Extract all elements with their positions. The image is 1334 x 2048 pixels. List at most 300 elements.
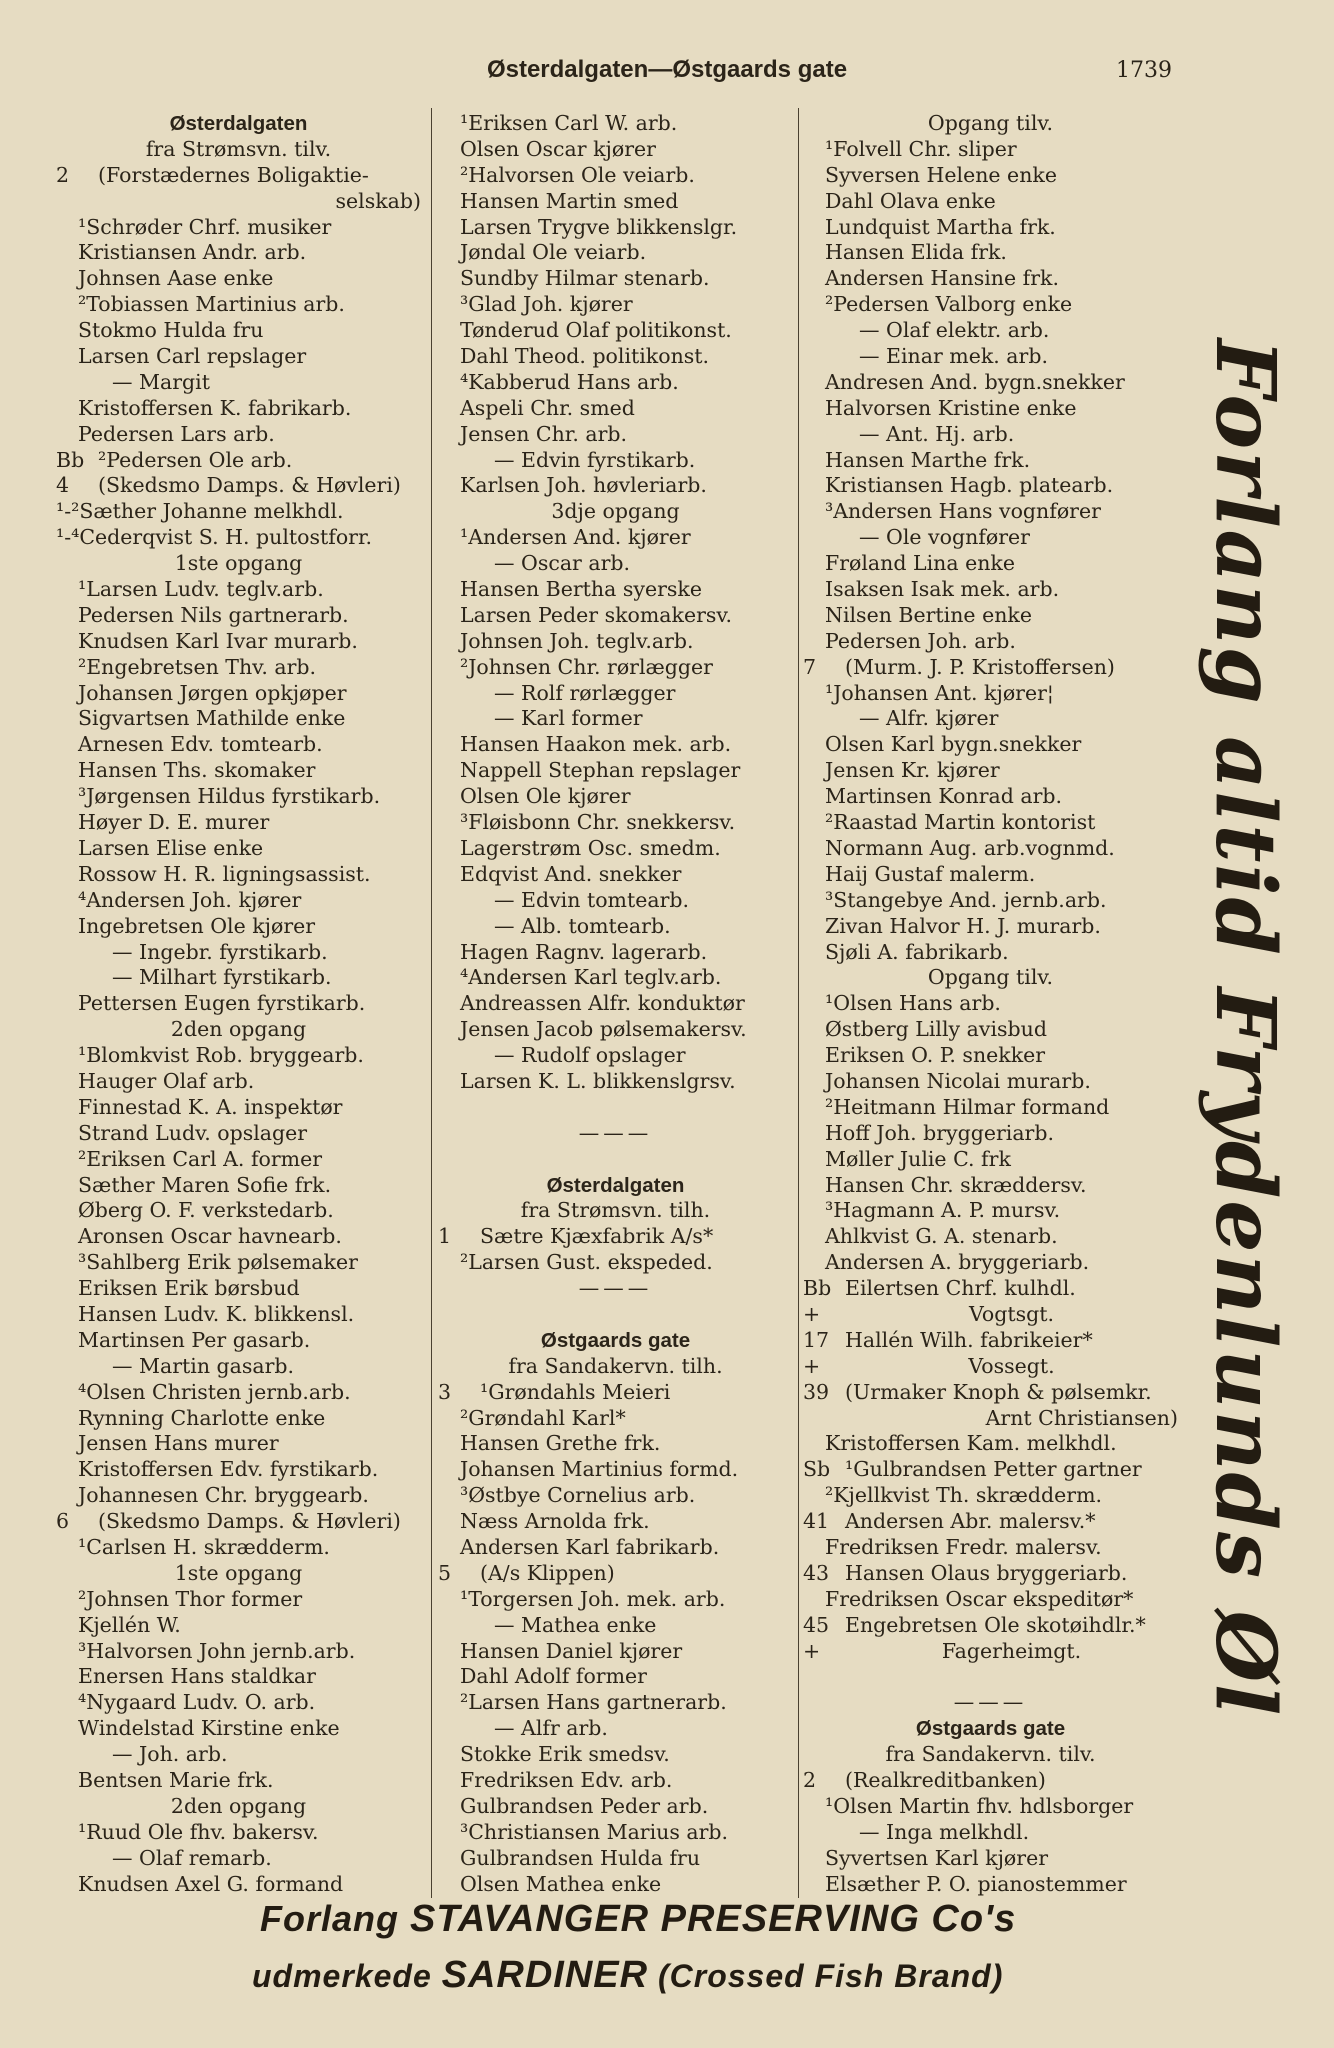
entry-text: Andersen Hansine frk. bbox=[825, 266, 1059, 291]
entry-text: ¹Torgersen Joh. mek. arb. bbox=[460, 1586, 726, 1611]
directory-entry bbox=[56, 292, 421, 318]
directory-entry bbox=[803, 1173, 1178, 1199]
entry-text: (Urmaker Knoph & pølsemkr. bbox=[845, 1379, 1152, 1404]
entry-text: ³Glad Joh. kjører bbox=[460, 292, 633, 317]
directory-entry bbox=[438, 577, 793, 603]
directory-entry bbox=[803, 758, 1178, 784]
directory-entry bbox=[803, 1250, 1178, 1276]
directory-entry bbox=[803, 1276, 1178, 1302]
entry-text: Johansen Jørgen opkjøper bbox=[78, 680, 347, 705]
entry-text: Sigvartsen Mathilde enke bbox=[78, 706, 346, 731]
entry-text: Eilertsen Chrf. kulhdl. bbox=[845, 1276, 1076, 1301]
entry-text: Rynning Charlotte enke bbox=[78, 1405, 326, 1430]
directory-entry bbox=[803, 1587, 1178, 1613]
directory-entry bbox=[56, 1535, 421, 1561]
house-number: 2 bbox=[56, 162, 70, 187]
directory-entry bbox=[803, 499, 1178, 525]
directory-entry bbox=[56, 525, 421, 551]
entry-text: (Murm. J. P. Kristoffersen) bbox=[845, 654, 1115, 679]
directory-entry bbox=[56, 1639, 421, 1665]
entry-text: Knudsen Karl Ivar murarb. bbox=[78, 628, 358, 653]
entry-text: Engebretsen Ole skotøihdlr.* bbox=[845, 1612, 1146, 1637]
directory-entry bbox=[438, 810, 793, 836]
directory-entry bbox=[803, 189, 1178, 215]
directory-entry bbox=[438, 1690, 793, 1716]
directory-entry bbox=[56, 914, 421, 940]
directory-entry bbox=[56, 965, 421, 991]
directory-entry bbox=[56, 758, 421, 784]
entry-text: — Alfr arb. bbox=[494, 1716, 608, 1741]
entry-text: Kristoffersen K. fabrikarb. bbox=[78, 395, 352, 420]
directory-entry bbox=[803, 655, 1178, 681]
directory-entry bbox=[56, 1872, 421, 1898]
entry-text: Gulbrandsen Hulda fru bbox=[460, 1845, 701, 1870]
entry-text: (A/s Klippen) bbox=[480, 1560, 615, 1585]
directory-entry bbox=[438, 655, 793, 681]
house-number: 41 bbox=[803, 1509, 830, 1534]
directory-entry bbox=[56, 163, 421, 189]
house-number: + bbox=[803, 1353, 821, 1378]
directory-entry bbox=[56, 784, 421, 810]
directory-entry bbox=[803, 1664, 1178, 1690]
entry-text: ¹Carlsen H. skrædderm. bbox=[78, 1534, 330, 1559]
directory-entry bbox=[438, 1328, 793, 1354]
directory-entry bbox=[56, 215, 421, 241]
entry-text: Fagerheimgt. bbox=[941, 1638, 1082, 1663]
entry-text: ²Larsen Gust. ekspeded. bbox=[460, 1250, 713, 1275]
entry-text: — Einar mek. arb. bbox=[859, 344, 1048, 369]
house-number: 2 bbox=[803, 1768, 817, 1792]
directory-entry bbox=[56, 1069, 421, 1095]
entry-text: Johnsen Aase enke bbox=[78, 266, 274, 291]
house-number: 7 bbox=[803, 654, 817, 679]
entry-text: Kristoffersen Kam. melkhdl. bbox=[825, 1431, 1117, 1456]
directory-entry bbox=[803, 1690, 1178, 1716]
entry-text: ——— bbox=[578, 1120, 653, 1145]
directory-entry bbox=[438, 732, 793, 758]
entry-text: ¹Olsen Hans arb. bbox=[825, 991, 1001, 1016]
entry-text: Sæther Maren Sofie frk. bbox=[78, 1172, 332, 1197]
entry-text: Strand Ludv. opslager bbox=[78, 1120, 308, 1145]
directory-entry bbox=[56, 629, 421, 655]
entry-text: Hansen Bertha syerske bbox=[460, 577, 702, 602]
entry-text: Kristiansen Hagb. platearb. bbox=[825, 473, 1114, 498]
directory-entry bbox=[56, 1095, 421, 1121]
directory-column-1 bbox=[56, 111, 421, 1897]
entry-text: Hauger Olaf arb. bbox=[78, 1068, 255, 1093]
house-number: Bb bbox=[56, 447, 85, 472]
directory-entry bbox=[56, 1613, 421, 1639]
street-heading: Østerdalgaten bbox=[169, 112, 308, 135]
entry-text: ¹-²Sæther Johanne melkhdl. bbox=[56, 499, 344, 524]
directory-entry bbox=[56, 1198, 421, 1224]
directory-entry bbox=[56, 1121, 421, 1147]
house-number: Sb bbox=[803, 1457, 831, 1482]
column-divider bbox=[798, 108, 799, 1898]
directory-entry bbox=[803, 681, 1178, 707]
entry-text: — Ant. Hj. arb. bbox=[859, 421, 1015, 446]
entry-text: Pedersen Joh. arb. bbox=[825, 628, 1016, 653]
entry-text: Jensen Jacob pølsemakersv. bbox=[460, 1017, 747, 1042]
directory-entry bbox=[56, 318, 421, 344]
entry-text: — Rudolf opslager bbox=[494, 1043, 686, 1068]
bottom-ad-line-2-product: SARDINER bbox=[441, 1954, 649, 1996]
entry-text: Hansen Ludv. K. blikkensl. bbox=[78, 1301, 355, 1326]
directory-entry bbox=[56, 1224, 421, 1250]
entry-text: Hansen Elida frk. bbox=[825, 240, 1007, 265]
entry-text: ²Raastad Martin kontorist bbox=[825, 810, 1096, 835]
directory-entry bbox=[438, 1017, 793, 1043]
entry-text: ³Jørgensen Hildus fyrstikarb. bbox=[78, 784, 381, 809]
entry-text: ²Engebretsen Thv. arb. bbox=[78, 654, 317, 679]
entry-text: Arnt Christiansen) bbox=[985, 1405, 1178, 1430]
entry-text: Elsæther P. O. pianostemmer bbox=[825, 1871, 1127, 1896]
directory-entry bbox=[56, 1483, 421, 1509]
entry-text: Hansen Chr. skræddersv. bbox=[825, 1172, 1087, 1197]
house-number: 5 bbox=[438, 1560, 452, 1585]
entry-text: ³Stangebye And. jernb.arb. bbox=[825, 887, 1107, 912]
directory-column-3 bbox=[803, 111, 1178, 1897]
directory-entry bbox=[56, 655, 421, 681]
directory-entry bbox=[803, 551, 1178, 577]
directory-entry bbox=[803, 1354, 1178, 1380]
entry-text: ¹Schrøder Chrf. musiker bbox=[78, 214, 332, 239]
entry-text: ³Fløisbonn Chr. snekkersv. bbox=[460, 810, 736, 835]
entry-text: Pettersen Eugen fyrstikarb. bbox=[78, 991, 366, 1016]
directory-entry bbox=[803, 1846, 1178, 1872]
directory-entry bbox=[438, 603, 793, 629]
entry-text: Fredriksen Fredr. malersv. bbox=[825, 1534, 1102, 1559]
entry-text: fra Strømsvn. tilv. bbox=[145, 136, 332, 161]
entry-text: Høyer D. E. murer bbox=[78, 810, 270, 835]
entry-text: fra Strømsvn. tilh. bbox=[520, 1198, 711, 1223]
entry-text: Gulbrandsen Peder arb. bbox=[460, 1793, 709, 1818]
directory-entry bbox=[56, 991, 421, 1017]
entry-text: Arnesen Edv. tomtearb. bbox=[78, 732, 323, 757]
entry-text: ¹Larsen Ludv. teglv.arb. bbox=[78, 577, 324, 602]
entry-text: — Alb. tomtearb. bbox=[494, 913, 671, 938]
entry-text: ³Halvorsen John jernb.arb. bbox=[78, 1638, 356, 1663]
entry-text: ⁴Kabberud Hans arb. bbox=[460, 369, 679, 394]
entry-text: fra Sandakervn. tilv. bbox=[885, 1742, 1096, 1767]
directory-entry bbox=[438, 914, 793, 940]
directory-entry bbox=[803, 732, 1178, 758]
entry-text: — Mathea enke bbox=[494, 1612, 657, 1637]
entry-text: — Olaf remarb. bbox=[112, 1845, 272, 1870]
directory-entry bbox=[438, 1198, 793, 1224]
entry-text: ¹Andersen And. kjører bbox=[460, 525, 691, 550]
directory-entry bbox=[56, 1173, 421, 1199]
house-number: 4 bbox=[56, 473, 70, 498]
entry-text: Kjellén W. bbox=[78, 1612, 181, 1637]
entry-text: Andersen A. bryggeriarb. bbox=[825, 1250, 1090, 1275]
street-heading: Østerdalgaten bbox=[546, 1173, 685, 1197]
entry-text: ⁴Olsen Christen jernb.arb. bbox=[78, 1379, 351, 1404]
directory-entry bbox=[438, 448, 793, 474]
directory-entry bbox=[803, 1431, 1178, 1457]
directory-entry bbox=[56, 1431, 421, 1457]
entry-text: (Skedsmo Damps. & Høvleri) bbox=[98, 1509, 401, 1534]
directory-entry bbox=[803, 525, 1178, 551]
entry-text: — Ole vognfører bbox=[859, 525, 1030, 550]
house-number: 17 bbox=[803, 1327, 830, 1352]
directory-entry bbox=[56, 448, 421, 474]
directory-entry bbox=[56, 577, 421, 603]
entry-text: Vossegt. bbox=[968, 1353, 1055, 1378]
directory-entry bbox=[56, 137, 421, 163]
entry-text: Stokke Erik smedsv. bbox=[460, 1742, 670, 1767]
entry-text: Eriksen O. P. snekker bbox=[825, 1043, 1046, 1068]
directory-entry bbox=[438, 1250, 793, 1276]
entry-text: Larsen K. L. blikkenslgrsv. bbox=[460, 1068, 736, 1093]
directory-entry bbox=[56, 1457, 421, 1483]
directory-entry bbox=[803, 396, 1178, 422]
entry-text: Olsen Ole kjører bbox=[460, 784, 631, 809]
entry-text: selskab) bbox=[335, 188, 421, 213]
house-number: 3 bbox=[438, 1379, 452, 1404]
directory-entry bbox=[56, 706, 421, 732]
directory-entry bbox=[438, 888, 793, 914]
directory-entry bbox=[56, 1147, 421, 1173]
directory-entry bbox=[438, 940, 793, 966]
directory-entry bbox=[803, 1742, 1178, 1768]
directory-entry bbox=[803, 215, 1178, 241]
entry-text: Eriksen Erik børsbud bbox=[78, 1276, 300, 1301]
entry-text: Hansen Ths. skomaker bbox=[78, 758, 316, 783]
directory-entry bbox=[438, 370, 793, 396]
entry-text: Andreassen Alfr. konduktør bbox=[460, 991, 745, 1016]
directory-entry bbox=[56, 1328, 421, 1354]
directory-entry bbox=[438, 1509, 793, 1535]
entry-text: Frøland Lina enke bbox=[825, 551, 1015, 576]
entry-text: Næss Arnolda frk. bbox=[460, 1509, 650, 1534]
entry-text: Larsen Elise enke bbox=[78, 835, 264, 860]
entry-text: Nappell Stephan repslager bbox=[460, 758, 741, 783]
directory-entry bbox=[438, 1276, 793, 1302]
directory-entry bbox=[56, 888, 421, 914]
entry-text: ²Grøndahl Karl* bbox=[460, 1405, 626, 1430]
entry-text: — Oscar arb. bbox=[494, 551, 631, 576]
directory-entry bbox=[438, 215, 793, 241]
entry-text: 1ste opgang bbox=[174, 551, 303, 576]
entry-text: Hansen Martin smed bbox=[460, 188, 679, 213]
directory-entry bbox=[803, 292, 1178, 318]
entry-text: Sundby Hilmar stenarb. bbox=[460, 266, 710, 291]
directory-entry bbox=[438, 189, 793, 215]
directory-entry bbox=[438, 551, 793, 577]
entry-text: Hansen Marthe frk. bbox=[825, 447, 1031, 472]
directory-entry bbox=[803, 240, 1178, 266]
directory-entry bbox=[803, 1535, 1178, 1561]
directory-entry bbox=[438, 292, 793, 318]
entry-text: Hallén Wilh. fabrikeier* bbox=[845, 1327, 1093, 1352]
directory-entry bbox=[438, 1121, 793, 1147]
directory-entry bbox=[803, 914, 1178, 940]
directory-entry bbox=[438, 422, 793, 448]
directory-entry bbox=[803, 1302, 1178, 1328]
entry-text: ¹Olsen Martin fhv. hdlsborger bbox=[825, 1793, 1134, 1818]
directory-entry bbox=[56, 499, 421, 525]
entry-text: ³Andersen Hans vognfører bbox=[825, 499, 1101, 524]
entry-text: Østberg Lilly avisbud bbox=[825, 1017, 1047, 1042]
directory-entry bbox=[803, 1716, 1178, 1742]
entry-text: ²Pedersen Ole arb. bbox=[98, 447, 293, 472]
directory-entry bbox=[803, 1768, 1178, 1794]
directory-entry bbox=[438, 965, 793, 991]
entry-text: Olsen Karl bygn.snekker bbox=[825, 732, 1082, 757]
directory-entry bbox=[803, 344, 1178, 370]
entry-text: ²Pedersen Valborg enke bbox=[825, 292, 1073, 317]
directory-entry bbox=[803, 137, 1178, 163]
directory-entry bbox=[438, 1483, 793, 1509]
directory-entry bbox=[438, 681, 793, 707]
directory-entry bbox=[56, 603, 421, 629]
entry-text: — Edvin fyrstikarb. bbox=[494, 447, 696, 472]
directory-entry bbox=[803, 163, 1178, 189]
directory-entry bbox=[803, 370, 1178, 396]
entry-text: Jensen Chr. arb. bbox=[460, 421, 628, 446]
entry-text: — Alfr. kjører bbox=[859, 706, 999, 731]
entry-text: ²Johnsen Thor former bbox=[78, 1586, 303, 1611]
entry-text: Fredriksen Oscar ekspeditør* bbox=[825, 1586, 1134, 1611]
entry-text: ¹Gulbrandsen Petter gartner bbox=[845, 1457, 1142, 1482]
directory-entry bbox=[803, 706, 1178, 732]
directory-entry bbox=[56, 810, 421, 836]
directory-entry bbox=[803, 784, 1178, 810]
entry-text: (Realkreditbanken) bbox=[845, 1768, 1046, 1792]
bottom-ad-line-1-brand: STAVANGER PRESERVING Co's bbox=[410, 1898, 1017, 1940]
directory-entry bbox=[56, 1561, 421, 1587]
directory-entry bbox=[803, 1380, 1178, 1406]
entry-text: Isaksen Isak mek. arb. bbox=[825, 577, 1060, 602]
entry-text: Syversen Helene enke bbox=[825, 162, 1057, 187]
entry-text: ²Johnsen Chr. rørlægger bbox=[460, 654, 713, 679]
entry-text: (Forstædernes Boligaktie- bbox=[98, 162, 369, 187]
directory-entry bbox=[803, 1328, 1178, 1354]
directory-entry bbox=[56, 370, 421, 396]
directory-entry bbox=[438, 1354, 793, 1380]
directory-entry bbox=[56, 1690, 421, 1716]
entry-text: Zivan Halvor H. J. murarb. bbox=[825, 913, 1101, 938]
directory-entry bbox=[438, 1224, 793, 1250]
entry-text: Haij Gustaf malerm. bbox=[825, 861, 1036, 886]
entry-text: (Skedsmo Damps. & Høvleri) bbox=[98, 473, 401, 498]
directory-entry bbox=[438, 1587, 793, 1613]
directory-entry bbox=[56, 1302, 421, 1328]
entry-text: — Olaf elektr. arb. bbox=[859, 318, 1050, 343]
entry-text: ²Halvorsen Ole veiarb. bbox=[460, 162, 695, 187]
directory-entry bbox=[56, 422, 421, 448]
directory-entry bbox=[438, 1095, 793, 1121]
entry-text: ¹Eriksen Carl W. arb. bbox=[460, 111, 678, 135]
directory-entry bbox=[438, 499, 793, 525]
directory-entry bbox=[438, 1069, 793, 1095]
directory-entry bbox=[438, 396, 793, 422]
bottom-ad-line-2-post: (Crossed Fish Brand) bbox=[648, 1958, 1004, 1994]
directory-entry bbox=[438, 1406, 793, 1432]
entry-text: ¹Grøndahls Meieri bbox=[480, 1379, 671, 1404]
entry-text: Hansen Haakon mek. arb. bbox=[460, 732, 732, 757]
directory-entry bbox=[438, 1173, 793, 1199]
entry-text: Ahlkvist G. A. stenarb. bbox=[825, 1224, 1058, 1249]
entry-text: — Joh. arb. bbox=[112, 1742, 228, 1767]
entry-text: fra Sandakervn. tilh. bbox=[508, 1353, 723, 1378]
directory-entry bbox=[803, 991, 1178, 1017]
entry-text: ³Hagmann A. P. mursv. bbox=[825, 1198, 1061, 1223]
entry-text: Opgang tilv. bbox=[927, 111, 1054, 135]
directory-entry bbox=[803, 1820, 1178, 1846]
directory-entry bbox=[803, 862, 1178, 888]
directory-entry bbox=[56, 1664, 421, 1690]
entry-text: Dahl Adolf former bbox=[460, 1664, 647, 1689]
directory-entry bbox=[438, 1794, 793, 1820]
directory-entry bbox=[803, 577, 1178, 603]
directory-entry bbox=[438, 1742, 793, 1768]
entry-text: Hagen Ragnv. lagerarb. bbox=[460, 939, 708, 964]
entry-text: Syvertsen Karl kjører bbox=[825, 1845, 1049, 1870]
entry-text: Larsen Carl repslager bbox=[78, 344, 307, 369]
directory-entry bbox=[438, 1147, 793, 1173]
directory-entry bbox=[438, 1716, 793, 1742]
entry-text: Tønderud Olaf politikonst. bbox=[460, 318, 732, 343]
directory-entry bbox=[438, 1613, 793, 1639]
directory-entry bbox=[438, 163, 793, 189]
directory-entry bbox=[803, 836, 1178, 862]
entry-text: — Milhart fyrstikarb. bbox=[112, 965, 332, 990]
directory-entry bbox=[803, 965, 1178, 991]
entry-text: Aspeli Chr. smed bbox=[460, 395, 635, 420]
page-title: Østerdalgaten—Østgaards gate bbox=[486, 56, 848, 83]
entry-text: Hansen Grethe frk. bbox=[460, 1431, 661, 1456]
directory-entry bbox=[803, 1794, 1178, 1820]
directory-entry bbox=[438, 1043, 793, 1069]
directory-entry bbox=[438, 706, 793, 732]
directory-entry bbox=[56, 396, 421, 422]
entry-text: Jøndal Ole veiarb. bbox=[460, 240, 647, 265]
directory-entry bbox=[438, 473, 793, 499]
directory-entry bbox=[56, 836, 421, 862]
entry-text: Nilsen Bertine enke bbox=[825, 602, 1032, 627]
side-ad-text: Forlang altid Frydenlunds Øl bbox=[1197, 338, 1293, 1718]
directory-entry bbox=[56, 344, 421, 370]
entry-text: Andersen Karl fabrikarb. bbox=[460, 1534, 720, 1559]
entry-text: ¹Johansen Ant. kjører¦ bbox=[825, 680, 1054, 705]
directory-entry bbox=[56, 189, 421, 215]
entry-text: — Inga melkhdl. bbox=[859, 1819, 1030, 1844]
entry-text: — Rolf rørlægger bbox=[494, 680, 676, 705]
directory-entry bbox=[438, 266, 793, 292]
directory-entry bbox=[56, 681, 421, 707]
directory-entry bbox=[56, 1380, 421, 1406]
entry-text: Andresen And. bygn.snekker bbox=[825, 369, 1125, 394]
entry-text: Pedersen Lars arb. bbox=[78, 421, 275, 446]
entry-text: Dahl Theod. politikonst. bbox=[460, 344, 710, 369]
directory-entry bbox=[803, 1872, 1178, 1898]
entry-text: Olsen Oscar kjører bbox=[460, 136, 656, 161]
entry-text: Halvorsen Kristine enke bbox=[825, 395, 1077, 420]
entry-text: Johansen Nicolai murarb. bbox=[825, 1068, 1091, 1093]
entry-text: ³Sahlberg Erik pølsemaker bbox=[78, 1250, 358, 1275]
directory-entry bbox=[438, 1431, 793, 1457]
directory-entry bbox=[803, 1095, 1178, 1121]
directory-entry bbox=[438, 1846, 793, 1872]
bottom-ad-line-1 bbox=[260, 1898, 1016, 1941]
directory-entry bbox=[56, 862, 421, 888]
entry-text: Windelstad Kirstine enke bbox=[78, 1716, 340, 1741]
entry-text: Martinsen Per gasarb. bbox=[78, 1327, 311, 1352]
entry-text: — Edvin tomtearb. bbox=[494, 887, 690, 912]
directory-entry bbox=[56, 940, 421, 966]
